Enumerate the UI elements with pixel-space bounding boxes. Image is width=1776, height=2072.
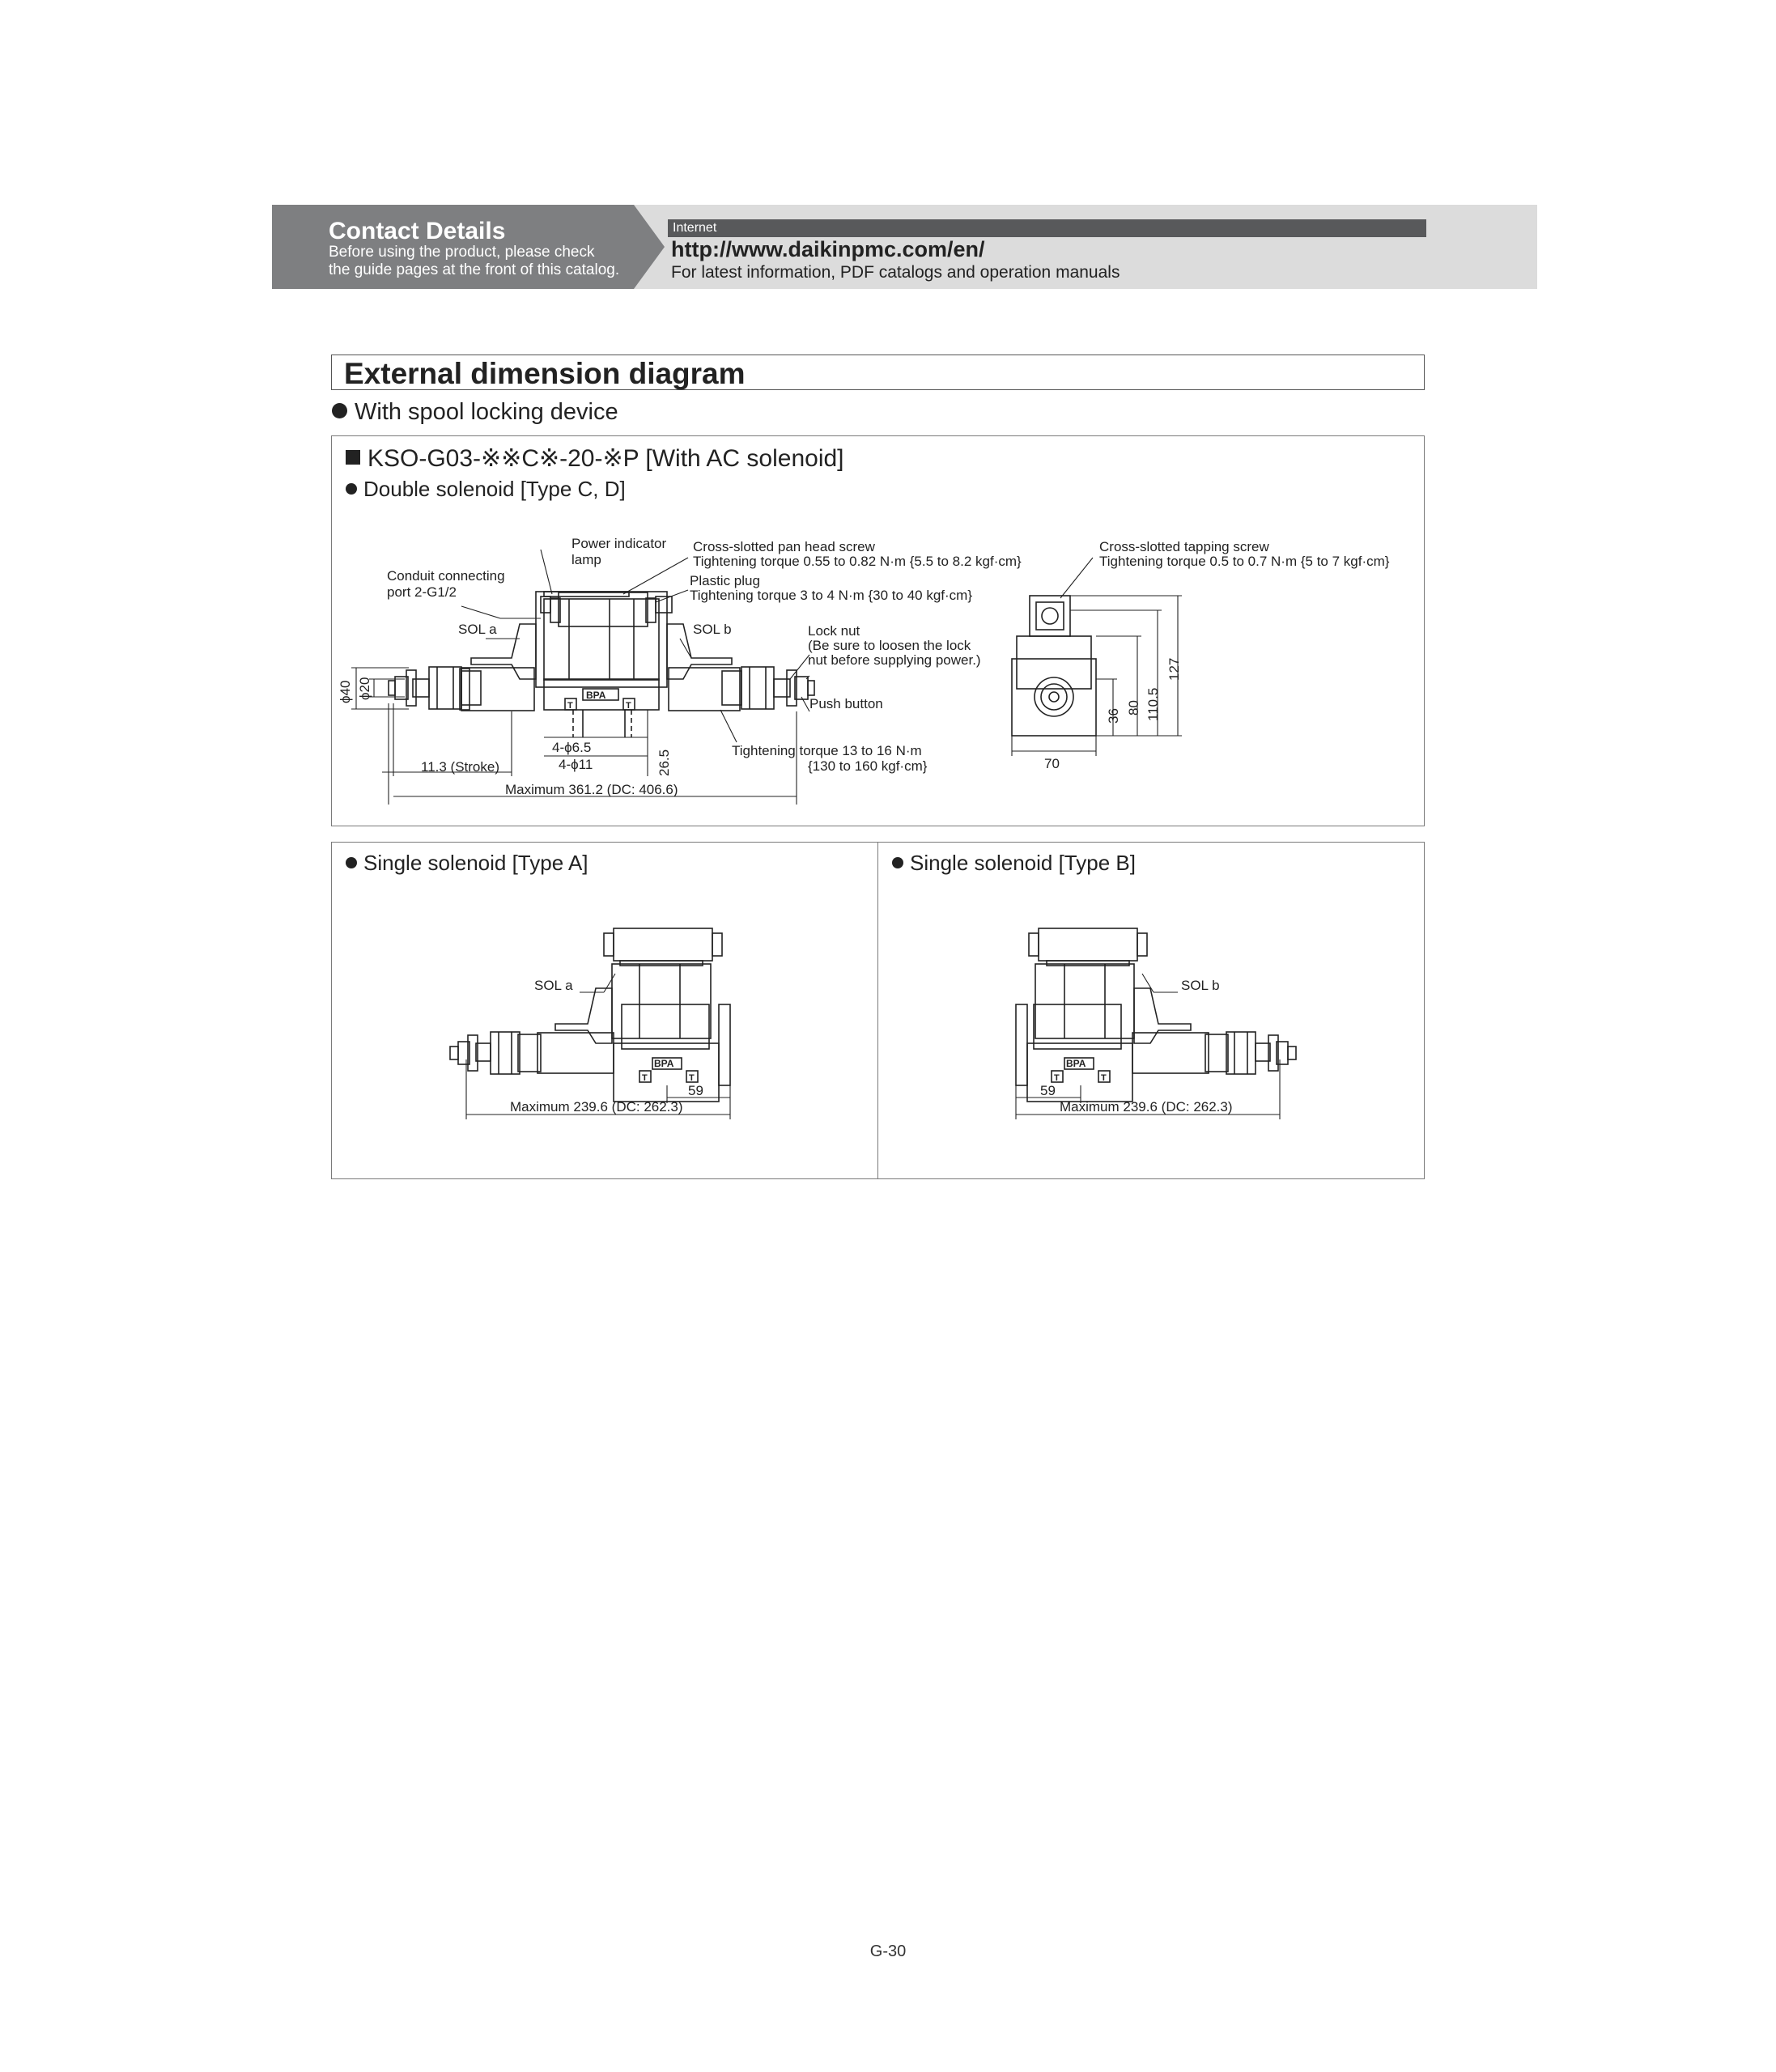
dim-phi40: ϕ40 xyxy=(338,680,353,703)
contact-details-title: Contact Details xyxy=(329,218,506,244)
sub-heading-text: With spool locking device xyxy=(355,399,618,425)
type-b-terminal-box-shape xyxy=(1039,928,1137,961)
type-a-sol-label: SOL a xyxy=(534,978,573,993)
right-lock-nut-shape xyxy=(741,667,774,709)
type-a-max-length: Maximum 239.6 (DC: 262.3) xyxy=(510,1099,683,1115)
double-solenoid-panel xyxy=(331,435,1425,826)
dim-36: 36 xyxy=(1106,708,1121,724)
type-a-dimension-drawing xyxy=(332,843,879,1180)
label-max-length: Maximum 361.2 (DC: 406.6) xyxy=(505,782,678,797)
type-b-dimension-drawing xyxy=(878,843,1425,1180)
type-a-port-t-left: T xyxy=(642,1073,648,1083)
label-pan-screw-1: Cross-slotted pan head screw xyxy=(693,539,875,554)
label-lock-nut-note-2: nut before supplying power.) xyxy=(808,652,981,668)
single-solenoid-a-panel xyxy=(331,842,878,1179)
label-sol-a: SOL a xyxy=(458,622,497,637)
label-sol-b: SOL b xyxy=(693,622,732,637)
internet-label-bar xyxy=(668,219,1426,237)
type-b-port-t-right: T xyxy=(1101,1073,1107,1083)
type-b-lock-nut-shape xyxy=(1226,1032,1256,1074)
label-torque-1: Tightening torque 13 to 16 N·m xyxy=(732,743,922,758)
dim-26-5: 26.5 xyxy=(656,749,672,776)
label-conduit-1: Conduit connecting xyxy=(387,568,505,584)
single-solenoid-b-panel xyxy=(877,842,1425,1179)
type-b-plate-label: BPA xyxy=(1066,1058,1086,1069)
label-hole-6-5: 4-ϕ6.5 xyxy=(552,740,592,755)
label-pan-screw-2: Tightening torque 0.55 to 0.82 N·m {5.5 to 8.2 kgf·cm} xyxy=(693,554,1022,569)
type-a-coil-shape xyxy=(612,964,711,1038)
label-lock-nut-note-1: (Be sure to loosen the lock xyxy=(808,638,971,653)
type-a-dim-59: 59 xyxy=(688,1083,703,1098)
port-t-right: T xyxy=(626,701,631,711)
label-push-button: Push button xyxy=(809,696,883,711)
label-conduit-2: port 2-G1/2 xyxy=(387,584,457,600)
internet-label: Internet xyxy=(673,221,717,235)
dim-70: 70 xyxy=(1044,756,1060,771)
contact-details-text: Before using the product, please check the guide pages at the front of this catalog. xyxy=(329,244,620,278)
section-heading-box xyxy=(331,355,1425,390)
bullet-icon xyxy=(332,403,347,418)
page-number: G-30 xyxy=(869,1942,907,1960)
section-title: External dimension diagram xyxy=(344,357,746,390)
label-hole-11: 4-ϕ11 xyxy=(559,757,593,772)
website-link[interactable]: http://www.daikinpmc.com/en/ xyxy=(671,237,985,261)
side-view-body-shape xyxy=(1012,659,1096,736)
label-tap-screw-1: Cross-slotted tapping screw xyxy=(1099,539,1269,554)
website-description: For latest information, PDF catalogs and operation manuals xyxy=(671,263,1120,282)
label-stroke: 11.3 (Stroke) xyxy=(421,759,500,775)
double-solenoid-subtitle-text: Double solenoid [Type C, D] xyxy=(363,477,626,501)
type-a-terminal-box-shape xyxy=(614,928,712,961)
double-solenoid-dimension-drawing xyxy=(332,436,1425,827)
port-t-left: T xyxy=(567,701,573,711)
type-b-coil-shape xyxy=(1035,964,1134,1038)
label-plug-torque: Tightening torque 3 to 4 N·m {30 to 40 kgf·cm} xyxy=(690,588,973,603)
type-a-lock-nut-shape xyxy=(491,1032,520,1074)
label-torque-2: {130 to 160 kgf·cm} xyxy=(808,758,928,774)
dim-127: 127 xyxy=(1166,657,1182,681)
type-b-dim-59: 59 xyxy=(1040,1083,1056,1098)
type-a-port-t-right: T xyxy=(689,1073,695,1083)
label-plastic-plug: Plastic plug xyxy=(690,573,760,588)
dim-110-5: 110.5 xyxy=(1145,687,1161,721)
type-b-max-length: Maximum 239.6 (DC: 262.3) xyxy=(1060,1099,1233,1115)
left-lock-nut-shape xyxy=(429,667,461,709)
type-b-sol-label: SOL b xyxy=(1181,978,1220,993)
plate-label: BPA xyxy=(586,690,606,701)
sub-heading xyxy=(332,399,618,426)
contact-details-box xyxy=(272,205,634,289)
type-b-subtitle-text: Single solenoid [Type B] xyxy=(910,851,1136,875)
type-b-port-t-left: T xyxy=(1054,1073,1060,1083)
label-tap-screw-2: Tightening torque 0.5 to 0.7 N·m {5 to 7 kgf·cm} xyxy=(1099,554,1390,569)
label-lamp: lamp xyxy=(571,552,601,567)
label-power-indicator: Power indicator xyxy=(571,536,667,551)
type-a-plate-label: BPA xyxy=(654,1058,674,1069)
banner-arrow-shape xyxy=(634,205,665,289)
label-lock-nut: Lock nut xyxy=(808,623,860,639)
model-title-text: KSO-G03-※※C※-20-※P [With AC solenoid] xyxy=(368,445,844,472)
contact-banner xyxy=(272,205,1537,289)
dim-phi20: ϕ20 xyxy=(357,677,372,700)
dim-80: 80 xyxy=(1126,700,1141,715)
type-a-subtitle-text: Single solenoid [Type A] xyxy=(363,851,588,875)
